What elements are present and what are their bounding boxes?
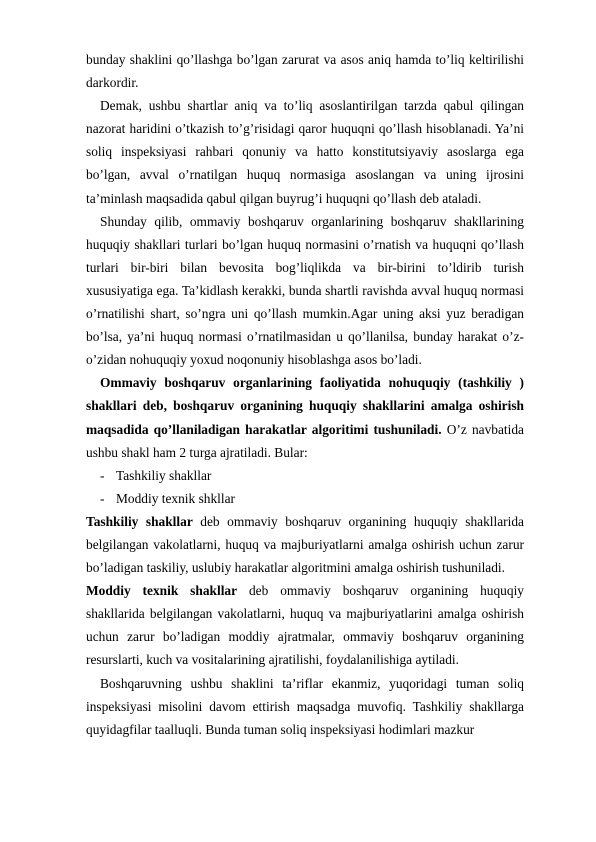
list-item [86,487,524,510]
document-page [86,48,524,741]
paragraph-1: bunday shaklini qo’llashga bo’lgan zarurat va asos aniq hamda to’liq keltirilishi darkordir. [86,52,524,91]
list-dash: - [100,467,105,483]
paragraph-5-bold: Tashkiliy shakllar [86,513,193,529]
paragraph-6-text: deb ommaviy boshqaruv organining huquqiy shakllarida belgilangan vakolatlarni, huquq va majburiyatlarini amalga oshirish uchun zarur bo’ladigan moddiy ajratmalar, ommaviy boshqaruv organining resurslarti, kuch va vositalarining ajratilishi, foydalanilishiga aytiladi. [86,583,524,668]
paragraph-4-bold: Ommaviy boshqaruv organlarining faoliyatida nohuquqiy (tashkiliy ) shakllari deb, boshqaruv organining huquqiy shakllarini amalga oshirish maqsadida qo’llaniladigan harakatlar algoritimi tushuniladi. [86,375,524,437]
paragraph-3: Shunday qilib, ommaviy boshqaruv organlarining boshqaruv shakllarining huquqiy shakllari turlari bo’lgan huquq normasini o’rnatish va huquqni qo’llash turlari bir-biri bilan bevosita bog’liqlikda va bir-birini to’ldirib turish xususiyatiga ega. Ta’kidlash kerakki, bunda shartli ravishda avval huquq normasi o’rnatilishi shart, so’ngra uni qo’llash mumkin.Agar uning aksi yuz beradigan bo’lsa, ya’ni huquq normasi o’rnatilmasidan u qo’llanilsa, bunday harakat o’z-o’zidan nohuquqiy yoxud noqonuniy hisoblashga asos bo’ladi. [86,213,524,368]
paragraph-2: Demak, ushbu shartlar aniq va to’liq asoslantirilgan tarzda qabul qilingan nazorat haridini o’tkazish to’g’risidagi qaror huquqni qo’llash hisoblanadi. Ya’ni soliq inspeksiyasi rahbari qonuniy va hatto konstitutsiyaviy asoslarga ega bo’lgan, avval o’rnatilgan huquq normasiga asoslangan va uning ijrosini ta’minlash maqsadida qabul qilgan buyrug’i huquqni qo’llash deb ataladi. [86,98,524,206]
paragraph-5-text: deb ommaviy boshqaruv organining huquqiy shakllarida belgilangan vakolatlarni, huquq va majburiyatlarni amalga oshirish uchun zarur bo’ladigan taskiliy, uslubiy harakatlar algoritmini amalga oshirish tushuniladi. [86,513,524,576]
paragraph-6 [86,579,524,671]
paragraph-4-text: O’z navbatida ushbu shakl ham 2 turga ajratiladi. Bular: [86,421,524,460]
list-item-label: Moddiy texnik shkllar [116,490,236,506]
form-types-list [86,464,524,510]
list-item-label: Tashkiliy shakllar [116,467,212,483]
paragraph-6-bold: Moddiy texnik shakllar [86,583,238,599]
list-dash: - [100,490,105,506]
paragraph-7: Boshqaruvning ushbu shaklini ta’riflar ekanmiz, yuqoridagi tuman soliq inspeksiyasi misolini davom ettirish maqsadga muvofiq. Tashkiliy shakllarga quyidagfilar taalluqli. Bunda tuman soliq inspeksiyasi hodimlari mazkur [86,675,524,737]
paragraph-4 [86,371,524,463]
paragraph-5 [86,510,524,579]
list-item [86,464,524,487]
